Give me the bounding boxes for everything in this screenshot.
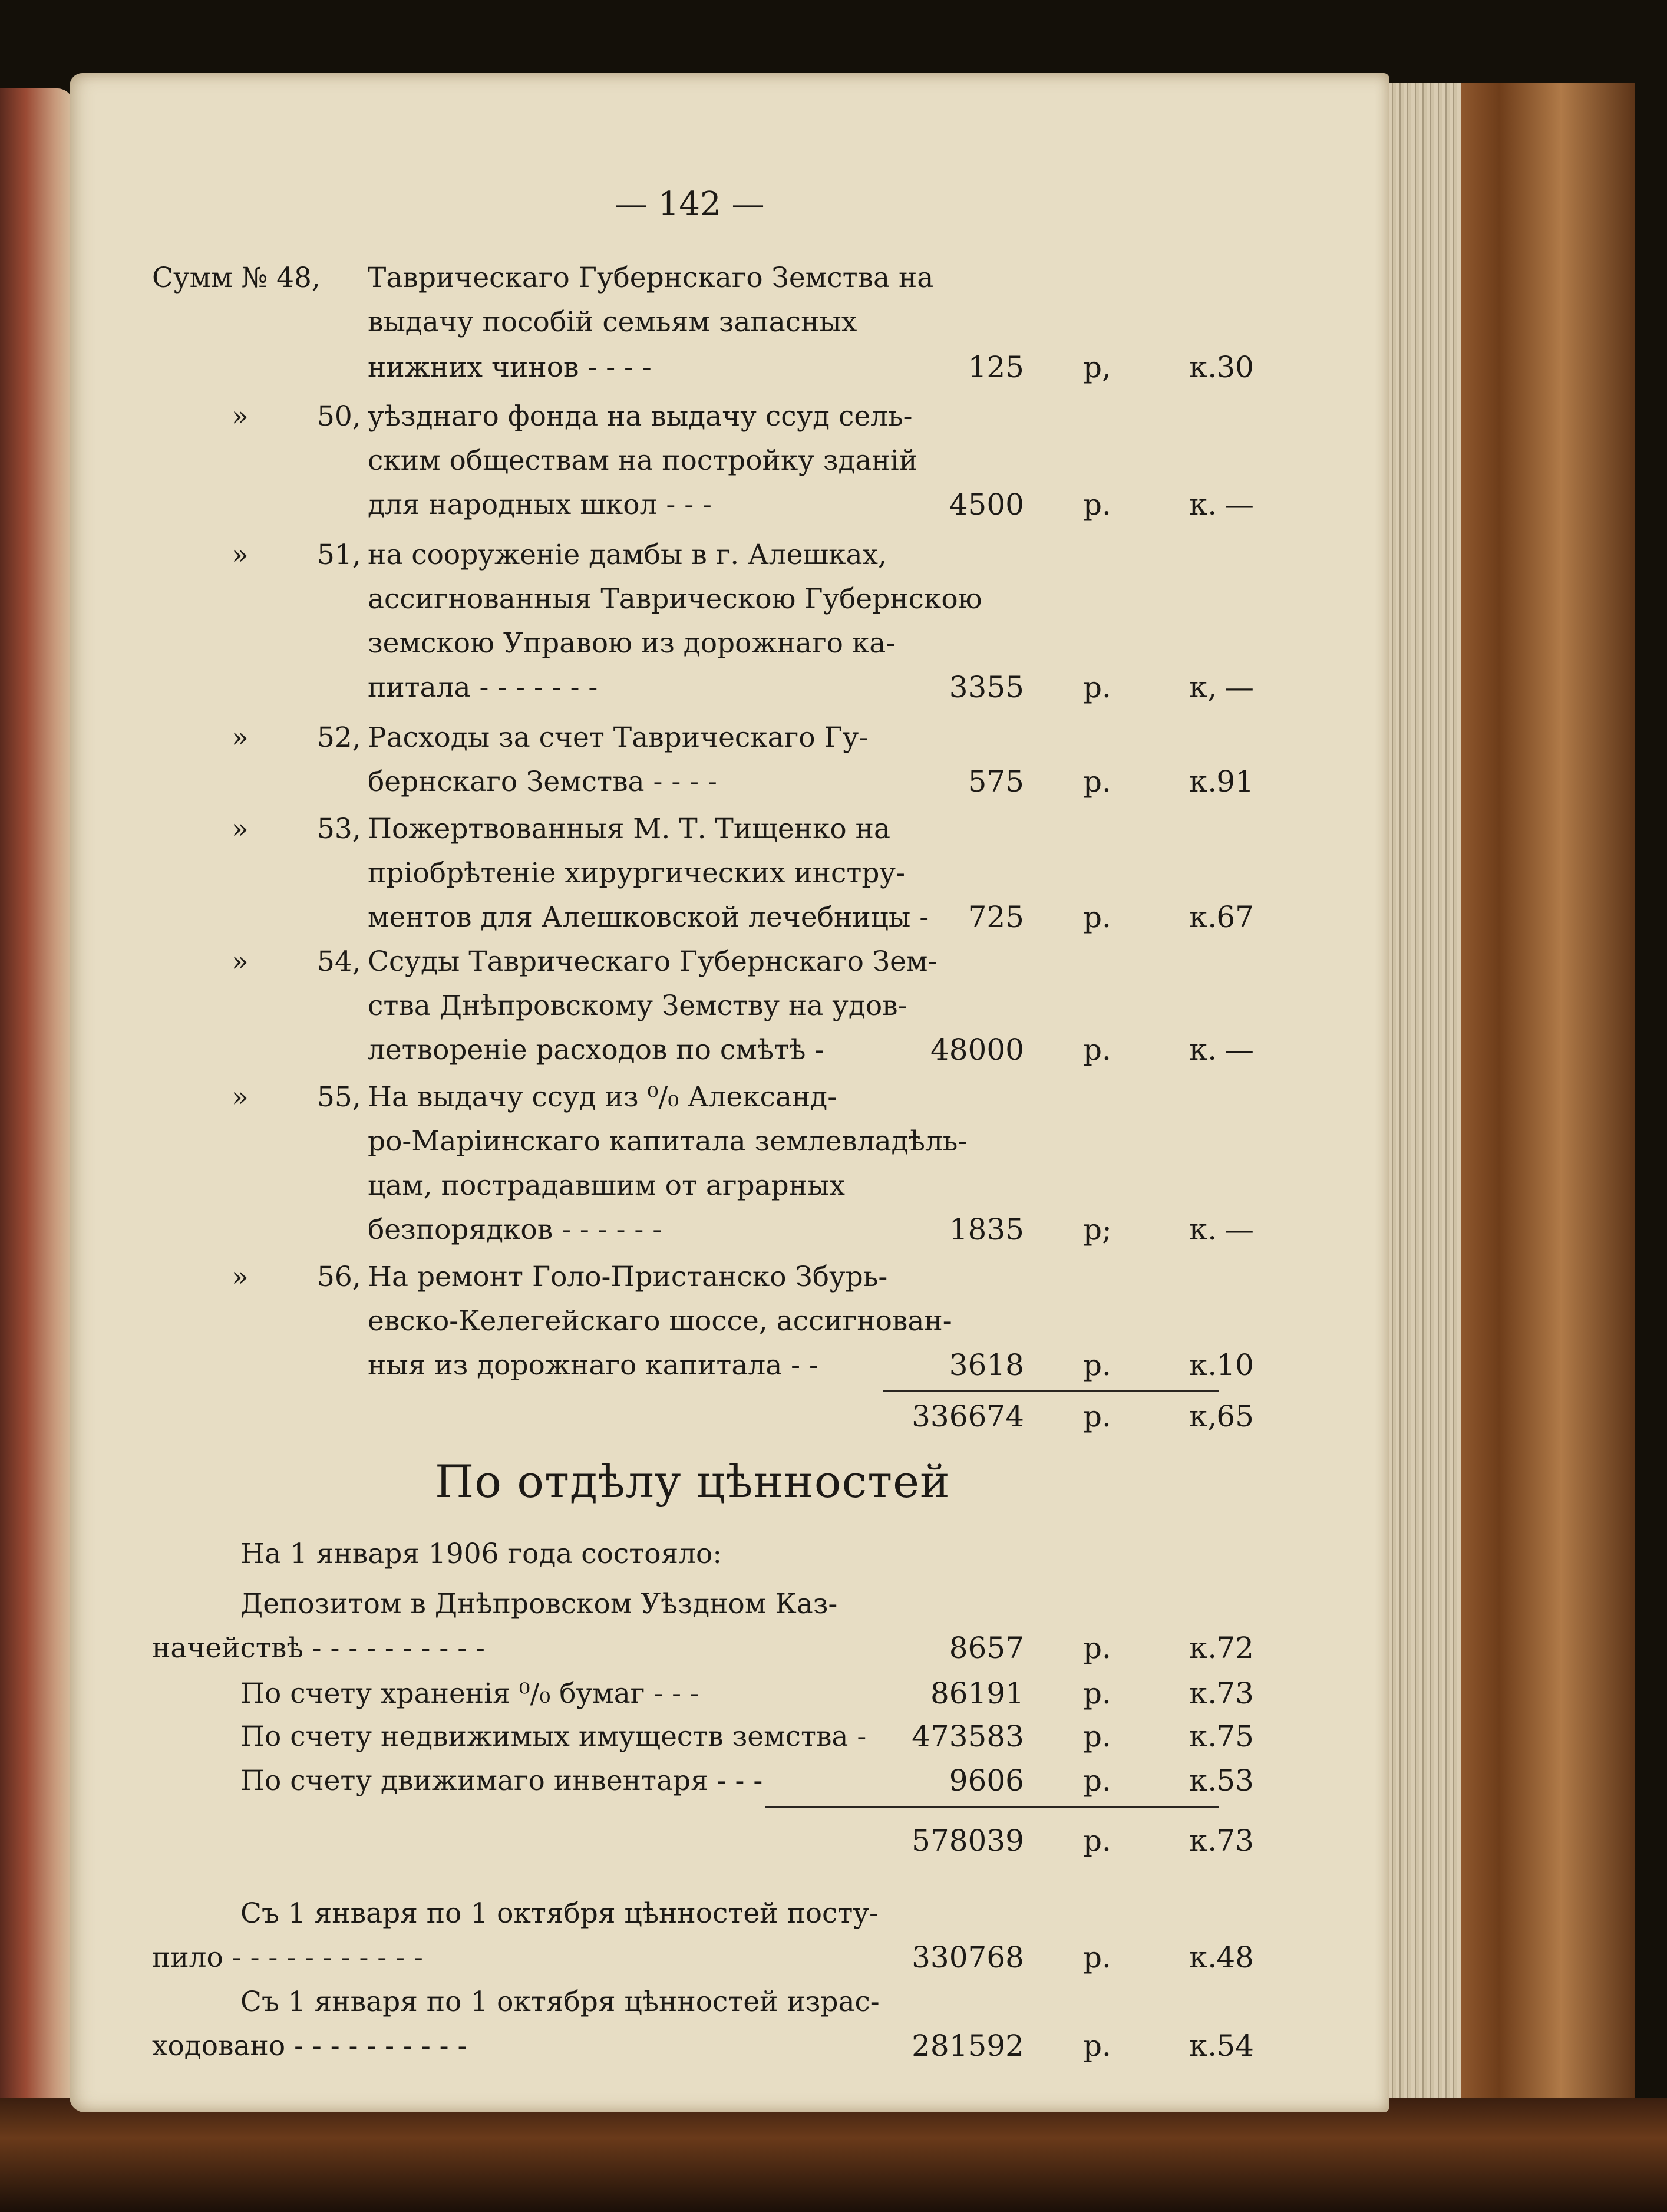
kopeck-value: 53: [1216, 1763, 1254, 1798]
deposit-line: начействѣ - - - - - - - - - -: [152, 1632, 485, 1664]
entry-text: ским обществам на постройку зданій: [368, 444, 918, 477]
subtotal-amount: 336674: [912, 1399, 1024, 1433]
kopeck-label: к.: [1189, 1212, 1217, 1247]
entry-text: Ссуды Таврическаго Губернскаго Зем-: [368, 945, 938, 978]
entry-text: нижних чинов - - - -: [368, 351, 652, 384]
kopeck-value: —: [1224, 1033, 1254, 1067]
entry-text: цам, пострадавшим от аграрных: [368, 1169, 845, 1202]
book-cover-bottom: [0, 2098, 1667, 2212]
kopeck-value: —: [1224, 487, 1254, 522]
kopeck-value: 48: [1216, 1940, 1254, 1974]
kopeck-value: 75: [1216, 1719, 1254, 1753]
kopeck-value: 72: [1216, 1631, 1254, 1665]
section-heading: По отдѣлу цѣнностей: [435, 1455, 950, 1508]
entry-number: 52,: [317, 721, 361, 754]
entry-number: 53,: [317, 813, 361, 845]
entry-text: на сооруженіе дамбы в г. Алешках,: [368, 539, 887, 571]
sum-rule: [765, 1806, 1219, 1808]
entry-prefix: »: [232, 1081, 249, 1113]
amount-value: 3618: [949, 1348, 1024, 1382]
value-row-label: По счету недвижимых имуществ земства -: [240, 1720, 867, 1753]
entry-text: бернскаго Земства - - - -: [368, 766, 717, 798]
kopeck-label: к.: [1189, 1824, 1217, 1858]
kopeck-label: к.: [1189, 1719, 1217, 1753]
value-row-label: По счету храненія ⁰/₀ бумаг - - -: [240, 1677, 699, 1710]
entry-text: летвореніе расходов по смѣтѣ -: [368, 1034, 824, 1066]
entry-number: 56,: [317, 1261, 361, 1293]
entry-prefix: »: [232, 813, 249, 845]
book-page: [70, 73, 1389, 2112]
rouble-label: р.: [1083, 2029, 1111, 2063]
received-line: Съ 1 января по 1 октября цѣнностей посту-: [240, 1897, 879, 1930]
total-amount: 578039: [912, 1824, 1024, 1858]
kopeck-label: к,: [1189, 1399, 1217, 1433]
rouble-label: р.: [1083, 670, 1111, 704]
entry-text: ства Днѣпровскому Земству на удов-: [368, 990, 907, 1022]
entry-text: Пожертвованныя М. Т. Тищенко на: [368, 813, 891, 845]
entry-text: ассигнованныя Таврическою Губернскою: [368, 583, 982, 615]
entry-text: ро-Маріинскаго капитала землевладѣль-: [368, 1125, 968, 1158]
kopeck-value: 73: [1216, 1676, 1254, 1710]
rouble-label: р.: [1083, 900, 1111, 934]
entry-prefix: »: [232, 539, 249, 571]
amount-value: 473583: [912, 1719, 1024, 1753]
amount-value: 8657: [949, 1631, 1024, 1665]
kopeck-value: —: [1224, 670, 1254, 704]
left-page-edge: [0, 88, 74, 2116]
kopeck-label: к.: [1189, 350, 1217, 384]
entry-number: 51,: [317, 539, 361, 571]
entry-prefix: Сумм № 48,: [152, 262, 321, 294]
rouble-label: р.: [1083, 1824, 1111, 1858]
entry-text: пріобрѣтеніе хирургических инстру-: [368, 857, 905, 889]
amount-value: 725: [968, 900, 1024, 934]
entry-number: 55,: [317, 1081, 361, 1113]
rouble-label: р.: [1083, 1676, 1111, 1710]
rouble-label: р.: [1083, 1763, 1111, 1798]
entry-text: земскою Управою из дорожнаго ка-: [368, 627, 896, 660]
kopeck-label: к.: [1189, 487, 1217, 522]
amount-value: 4500: [949, 487, 1024, 522]
entry-text: На выдачу ссуд из ⁰/₀ Александ-: [368, 1081, 837, 1113]
kopeck-label: к.: [1189, 1676, 1217, 1710]
kopeck-value: 91: [1216, 764, 1254, 799]
amount-value: 9606: [949, 1763, 1024, 1798]
entry-text: уѣзднаго фонда на выдачу ссуд сель-: [368, 400, 913, 433]
kopeck-label: к,: [1189, 670, 1217, 704]
kopeck-value: 10: [1216, 1348, 1254, 1382]
rouble-label: р;: [1083, 1212, 1112, 1247]
rouble-label: р.: [1083, 487, 1111, 522]
entry-number: 54,: [317, 945, 361, 978]
kopeck-label: к.: [1189, 1631, 1217, 1665]
amount-value: 575: [968, 764, 1024, 799]
kopeck-value: 65: [1216, 1399, 1254, 1433]
entry-text: безпорядков - - - - - -: [368, 1214, 662, 1246]
entry-text: Расходы за счет Таврическаго Гу-: [368, 721, 869, 754]
kopeck-label: к.: [1189, 2029, 1217, 2063]
values-intro: На 1 января 1906 года состояло:: [240, 1538, 722, 1570]
amount-value: 125: [968, 350, 1024, 384]
amount-value: 281592: [912, 2029, 1024, 2063]
rouble-label: р.: [1083, 1719, 1111, 1753]
rouble-label: р.: [1083, 1631, 1111, 1665]
amount-value: 3355: [949, 670, 1024, 704]
amount-value: 1835: [949, 1212, 1024, 1247]
rouble-label: р.: [1083, 1399, 1111, 1433]
kopeck-label: к.: [1189, 764, 1217, 799]
entry-prefix: »: [232, 721, 249, 754]
sum-rule: [883, 1390, 1219, 1392]
entry-text: ныя из дорожнаго капитала - -: [368, 1349, 818, 1382]
entry-text: питала - - - - - - -: [368, 671, 598, 704]
rouble-label: р,: [1083, 350, 1111, 384]
kopeck-label: к.: [1189, 1348, 1217, 1382]
kopeck-value: 30: [1216, 350, 1254, 384]
entry-text: На ремонт Голо-Пристанско Збурь-: [368, 1261, 888, 1293]
rouble-label: р.: [1083, 764, 1111, 799]
kopeck-label: к.: [1189, 1763, 1217, 1798]
entry-text: Таврическаго Губернскаго Земства на: [368, 262, 934, 294]
kopeck-value: 73: [1216, 1824, 1254, 1858]
kopeck-label: к.: [1189, 900, 1217, 934]
entry-number: 50,: [317, 400, 361, 433]
entry-text: евско-Келегейскаго шоссе, ассигнован-: [368, 1305, 952, 1337]
spent-line: ходовано - - - - - - - - - -: [152, 2030, 467, 2062]
deposit-line: Депозитом в Днѣпровском Уѣздном Каз-: [240, 1588, 838, 1620]
entry-text: выдачу пособій семьям запасных: [368, 306, 857, 338]
received-line: пило - - - - - - - - - - -: [152, 1941, 423, 1974]
value-row-label: По счету движимаго инвентаря - - -: [240, 1765, 763, 1797]
rouble-label: р.: [1083, 1033, 1111, 1067]
amount-value: 48000: [930, 1033, 1024, 1067]
kopeck-label: к.: [1189, 1940, 1217, 1974]
spent-line: Съ 1 января по 1 октября цѣнностей израс-: [240, 1986, 880, 2018]
amount-value: 86191: [930, 1676, 1024, 1710]
page-number: — 142 —: [615, 185, 765, 223]
entry-text: для народных школ - - -: [368, 489, 712, 521]
entry-prefix: »: [232, 400, 249, 433]
kopeck-value: —: [1224, 1212, 1254, 1247]
entry-prefix: »: [232, 945, 249, 978]
kopeck-value: 54: [1216, 2029, 1254, 2063]
rouble-label: р.: [1083, 1348, 1111, 1382]
entry-text: ментов для Алешковской лечебницы -: [368, 901, 929, 934]
rouble-label: р.: [1083, 1940, 1111, 1974]
amount-value: 330768: [912, 1940, 1024, 1974]
kopeck-value: 67: [1216, 900, 1254, 934]
kopeck-label: к.: [1189, 1033, 1217, 1067]
entry-prefix: »: [232, 1261, 249, 1293]
